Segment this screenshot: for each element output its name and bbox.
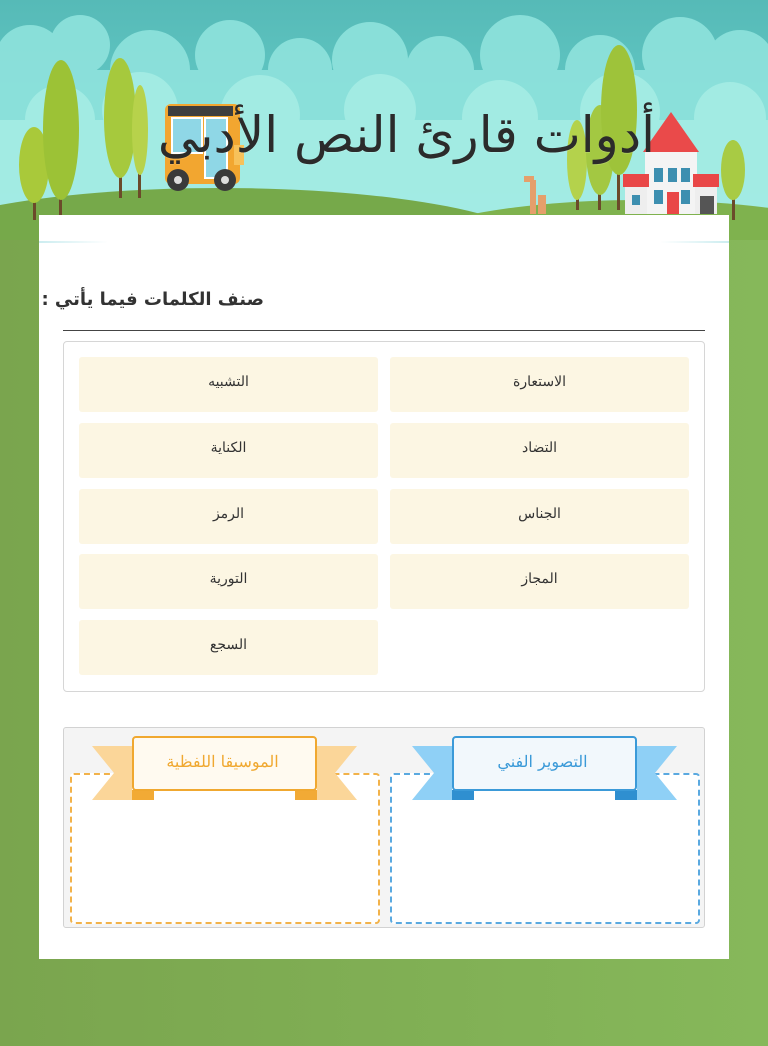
word-tile[interactable]: الجناس: [390, 489, 689, 544]
word-tile[interactable]: الاستعارة: [390, 357, 689, 412]
word-tile[interactable]: التورية: [79, 554, 378, 609]
page-title: أدوات قارئ النص الأدبي: [157, 106, 655, 164]
category-label: الموسيقا اللفظية: [166, 752, 279, 771]
category-ribbon-orange: [92, 736, 352, 806]
instruction-text: صنف الكلمات فيما يأتي :: [41, 289, 264, 310]
category-label: التصوير الفني: [497, 752, 588, 771]
category-zones: [63, 727, 705, 928]
word-tile[interactable]: التشبيه: [79, 357, 378, 412]
category-ribbon-blue: [412, 736, 672, 806]
instruction-underline: [63, 330, 705, 331]
activity-card: [39, 215, 729, 959]
word-tile[interactable]: التضاد: [390, 423, 689, 478]
header-scene: [0, 0, 768, 240]
card-divider: [39, 241, 729, 243]
word-bank: [63, 341, 705, 692]
word-tile[interactable]: السجع: [79, 620, 378, 675]
word-tile[interactable]: الكناية: [79, 423, 378, 478]
word-tile[interactable]: المجاز: [390, 554, 689, 609]
word-tile[interactable]: الرمز: [79, 489, 378, 544]
